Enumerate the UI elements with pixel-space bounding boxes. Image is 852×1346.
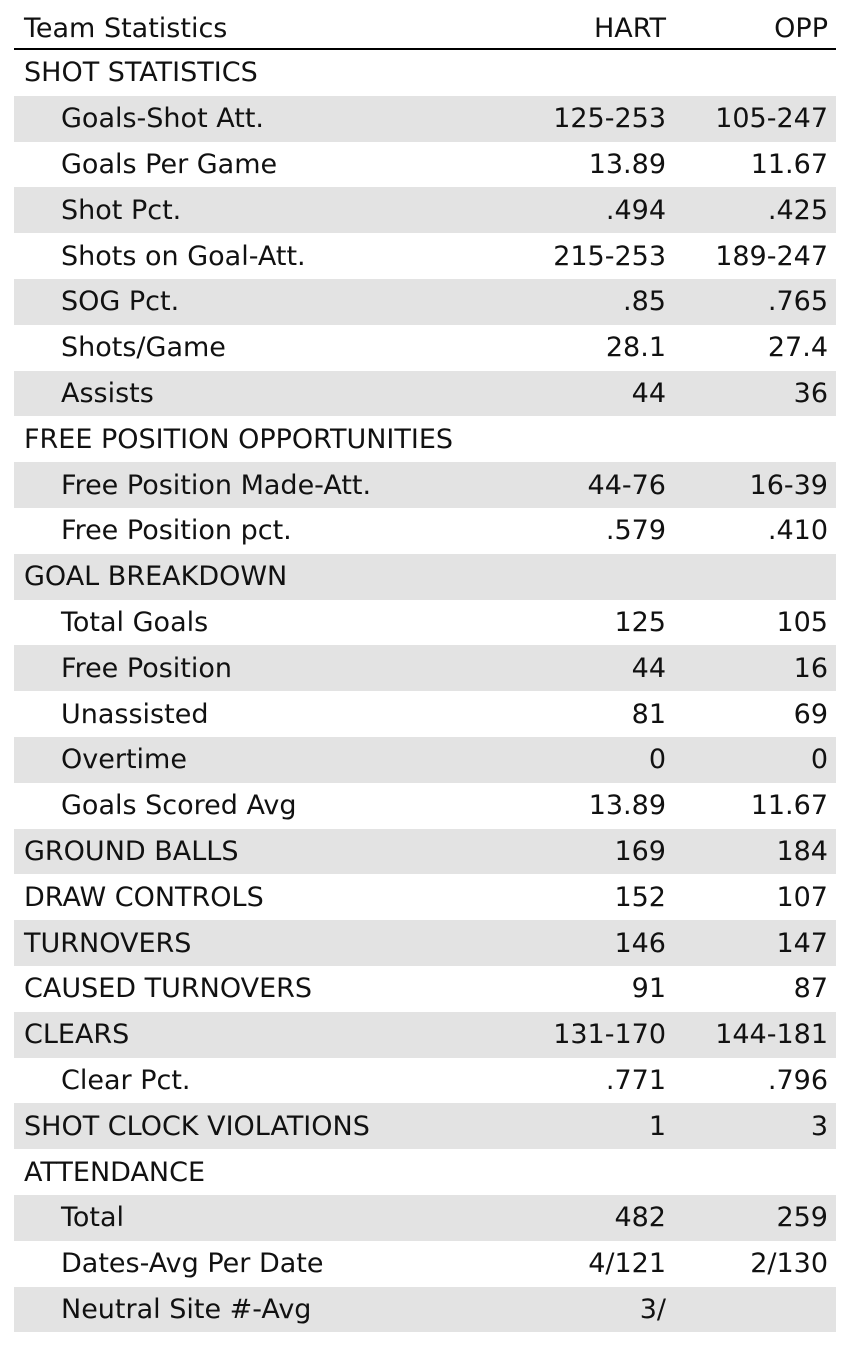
hart-value: .85 (623, 286, 666, 318)
stat-label: GOAL BREAKDOWN (24, 561, 288, 593)
opp-value: 189-247 (715, 240, 828, 272)
opp-value: 11.67 (750, 148, 828, 180)
hart-value: 81 (631, 698, 666, 730)
stat-row (14, 737, 836, 783)
team-statistics-table (14, 0, 836, 1332)
stat-label: Free Position (61, 652, 233, 684)
opp-value: .765 (767, 286, 828, 318)
stat-row (14, 325, 836, 371)
stat-row (14, 142, 836, 188)
stat-label: SHOT CLOCK VIOLATIONS (24, 1110, 370, 1142)
stat-label: Overtime (61, 744, 187, 776)
stat-label: SHOT STATISTICS (24, 57, 258, 89)
stat-label: DRAW CONTROLS (24, 881, 264, 913)
hart-value: 44 (631, 652, 666, 684)
opp-value: 259 (776, 1202, 828, 1234)
opp-value: 36 (793, 377, 828, 409)
hart-value: 1 (648, 1110, 666, 1142)
opp-value: 105 (776, 606, 828, 638)
stat-section-row (14, 1149, 836, 1195)
opp-value: .410 (767, 515, 828, 547)
table-header (14, 0, 836, 50)
stat-label: Free Position Made-Att. (61, 469, 372, 501)
hart-value: .494 (605, 194, 666, 226)
opp-value: 87 (793, 973, 828, 1005)
hart-value: 215-253 (553, 240, 666, 272)
hart-value: 169 (614, 835, 666, 867)
opp-value: 27.4 (767, 332, 828, 364)
stat-row (14, 279, 836, 325)
stat-row (14, 371, 836, 417)
opp-value: 2/130 (750, 1248, 828, 1280)
stat-row (14, 233, 836, 279)
stat-label: Neutral Site #-Avg (61, 1293, 312, 1325)
stat-label: ATTENDANCE (24, 1156, 206, 1188)
opp-value: 3 (810, 1110, 828, 1142)
stat-section-row (14, 829, 836, 875)
stat-label: Unassisted (61, 698, 209, 730)
stat-label: CLEARS (24, 1019, 130, 1051)
opp-value: 144-181 (715, 1019, 828, 1051)
hart-value: 13.89 (588, 790, 666, 822)
opp-value: 16 (793, 652, 828, 684)
stat-section-row (14, 50, 836, 96)
stat-row (14, 187, 836, 233)
stat-row (14, 1195, 836, 1241)
stat-row (14, 600, 836, 646)
opp-value: 147 (776, 927, 828, 959)
stat-row (14, 1241, 836, 1287)
stat-section-row (14, 966, 836, 1012)
hart-value: 4/121 (588, 1248, 666, 1280)
stat-row (14, 691, 836, 737)
opp-value: 0 (810, 744, 828, 776)
opp-column-header: OPP (774, 13, 828, 44)
opp-value: 105-247 (715, 103, 828, 135)
stat-row (14, 1287, 836, 1333)
stat-label: CAUSED TURNOVERS (24, 973, 313, 1005)
hart-value: 44 (631, 377, 666, 409)
stat-label: GROUND BALLS (24, 835, 239, 867)
stat-section-row (14, 416, 836, 462)
stat-row (14, 645, 836, 691)
opp-value: 16-39 (749, 469, 828, 501)
opp-value: 184 (776, 835, 828, 867)
hart-value: 482 (614, 1202, 666, 1234)
hart-value: 91 (631, 973, 666, 1005)
stat-label: Clear Pct. (61, 1064, 191, 1096)
stat-label: TURNOVERS (24, 927, 192, 959)
opp-value: 11.67 (750, 790, 828, 822)
stat-label: FREE POSITION OPPORTUNITIES (24, 423, 454, 455)
hart-value: 13.89 (588, 148, 666, 180)
hart-value: 44-76 (587, 469, 666, 501)
hart-value: 0 (648, 744, 666, 776)
hart-value: 3/ (639, 1293, 666, 1325)
stat-label: Shot Pct. (61, 194, 182, 226)
stat-label: Total (61, 1202, 125, 1234)
stat-row (14, 783, 836, 829)
stat-section-row (14, 1012, 836, 1058)
table-title: Team Statistics (24, 13, 228, 44)
hart-column-header: HART (593, 13, 666, 44)
hart-value: 131-170 (553, 1019, 666, 1051)
stat-row (14, 96, 836, 142)
hart-value: .771 (605, 1064, 666, 1096)
table-body (14, 50, 836, 1332)
stat-section-row (14, 874, 836, 920)
opp-value: .425 (767, 194, 828, 226)
stat-label: Assists (61, 377, 154, 409)
stat-label: Dates-Avg Per Date (61, 1248, 324, 1280)
stat-label: Shots/Game (61, 332, 226, 364)
opp-value: 69 (793, 698, 828, 730)
stat-row (14, 462, 836, 508)
hart-value: 28.1 (605, 332, 666, 364)
stat-section-row (14, 1103, 836, 1149)
hart-value: 125 (614, 606, 666, 638)
stat-label: SOG Pct. (61, 286, 180, 318)
hart-value: 125-253 (553, 103, 666, 135)
hart-value: 152 (614, 881, 666, 913)
stat-section-row (14, 920, 836, 966)
opp-value: .796 (767, 1064, 828, 1096)
stat-row (14, 1058, 836, 1104)
opp-value: 107 (776, 881, 828, 913)
stat-label: Free Position pct. (61, 515, 292, 547)
hart-value: .579 (605, 515, 666, 547)
stat-label: Goals Scored Avg (61, 790, 297, 822)
stat-label: Total Goals (61, 606, 209, 638)
stat-label: Shots on Goal-Att. (61, 240, 306, 272)
stat-row (14, 508, 836, 554)
stat-section-row (14, 554, 836, 600)
hart-value: 146 (614, 927, 666, 959)
stat-label: Goals Per Game (61, 148, 278, 180)
stat-label: Goals-Shot Att. (61, 103, 264, 135)
